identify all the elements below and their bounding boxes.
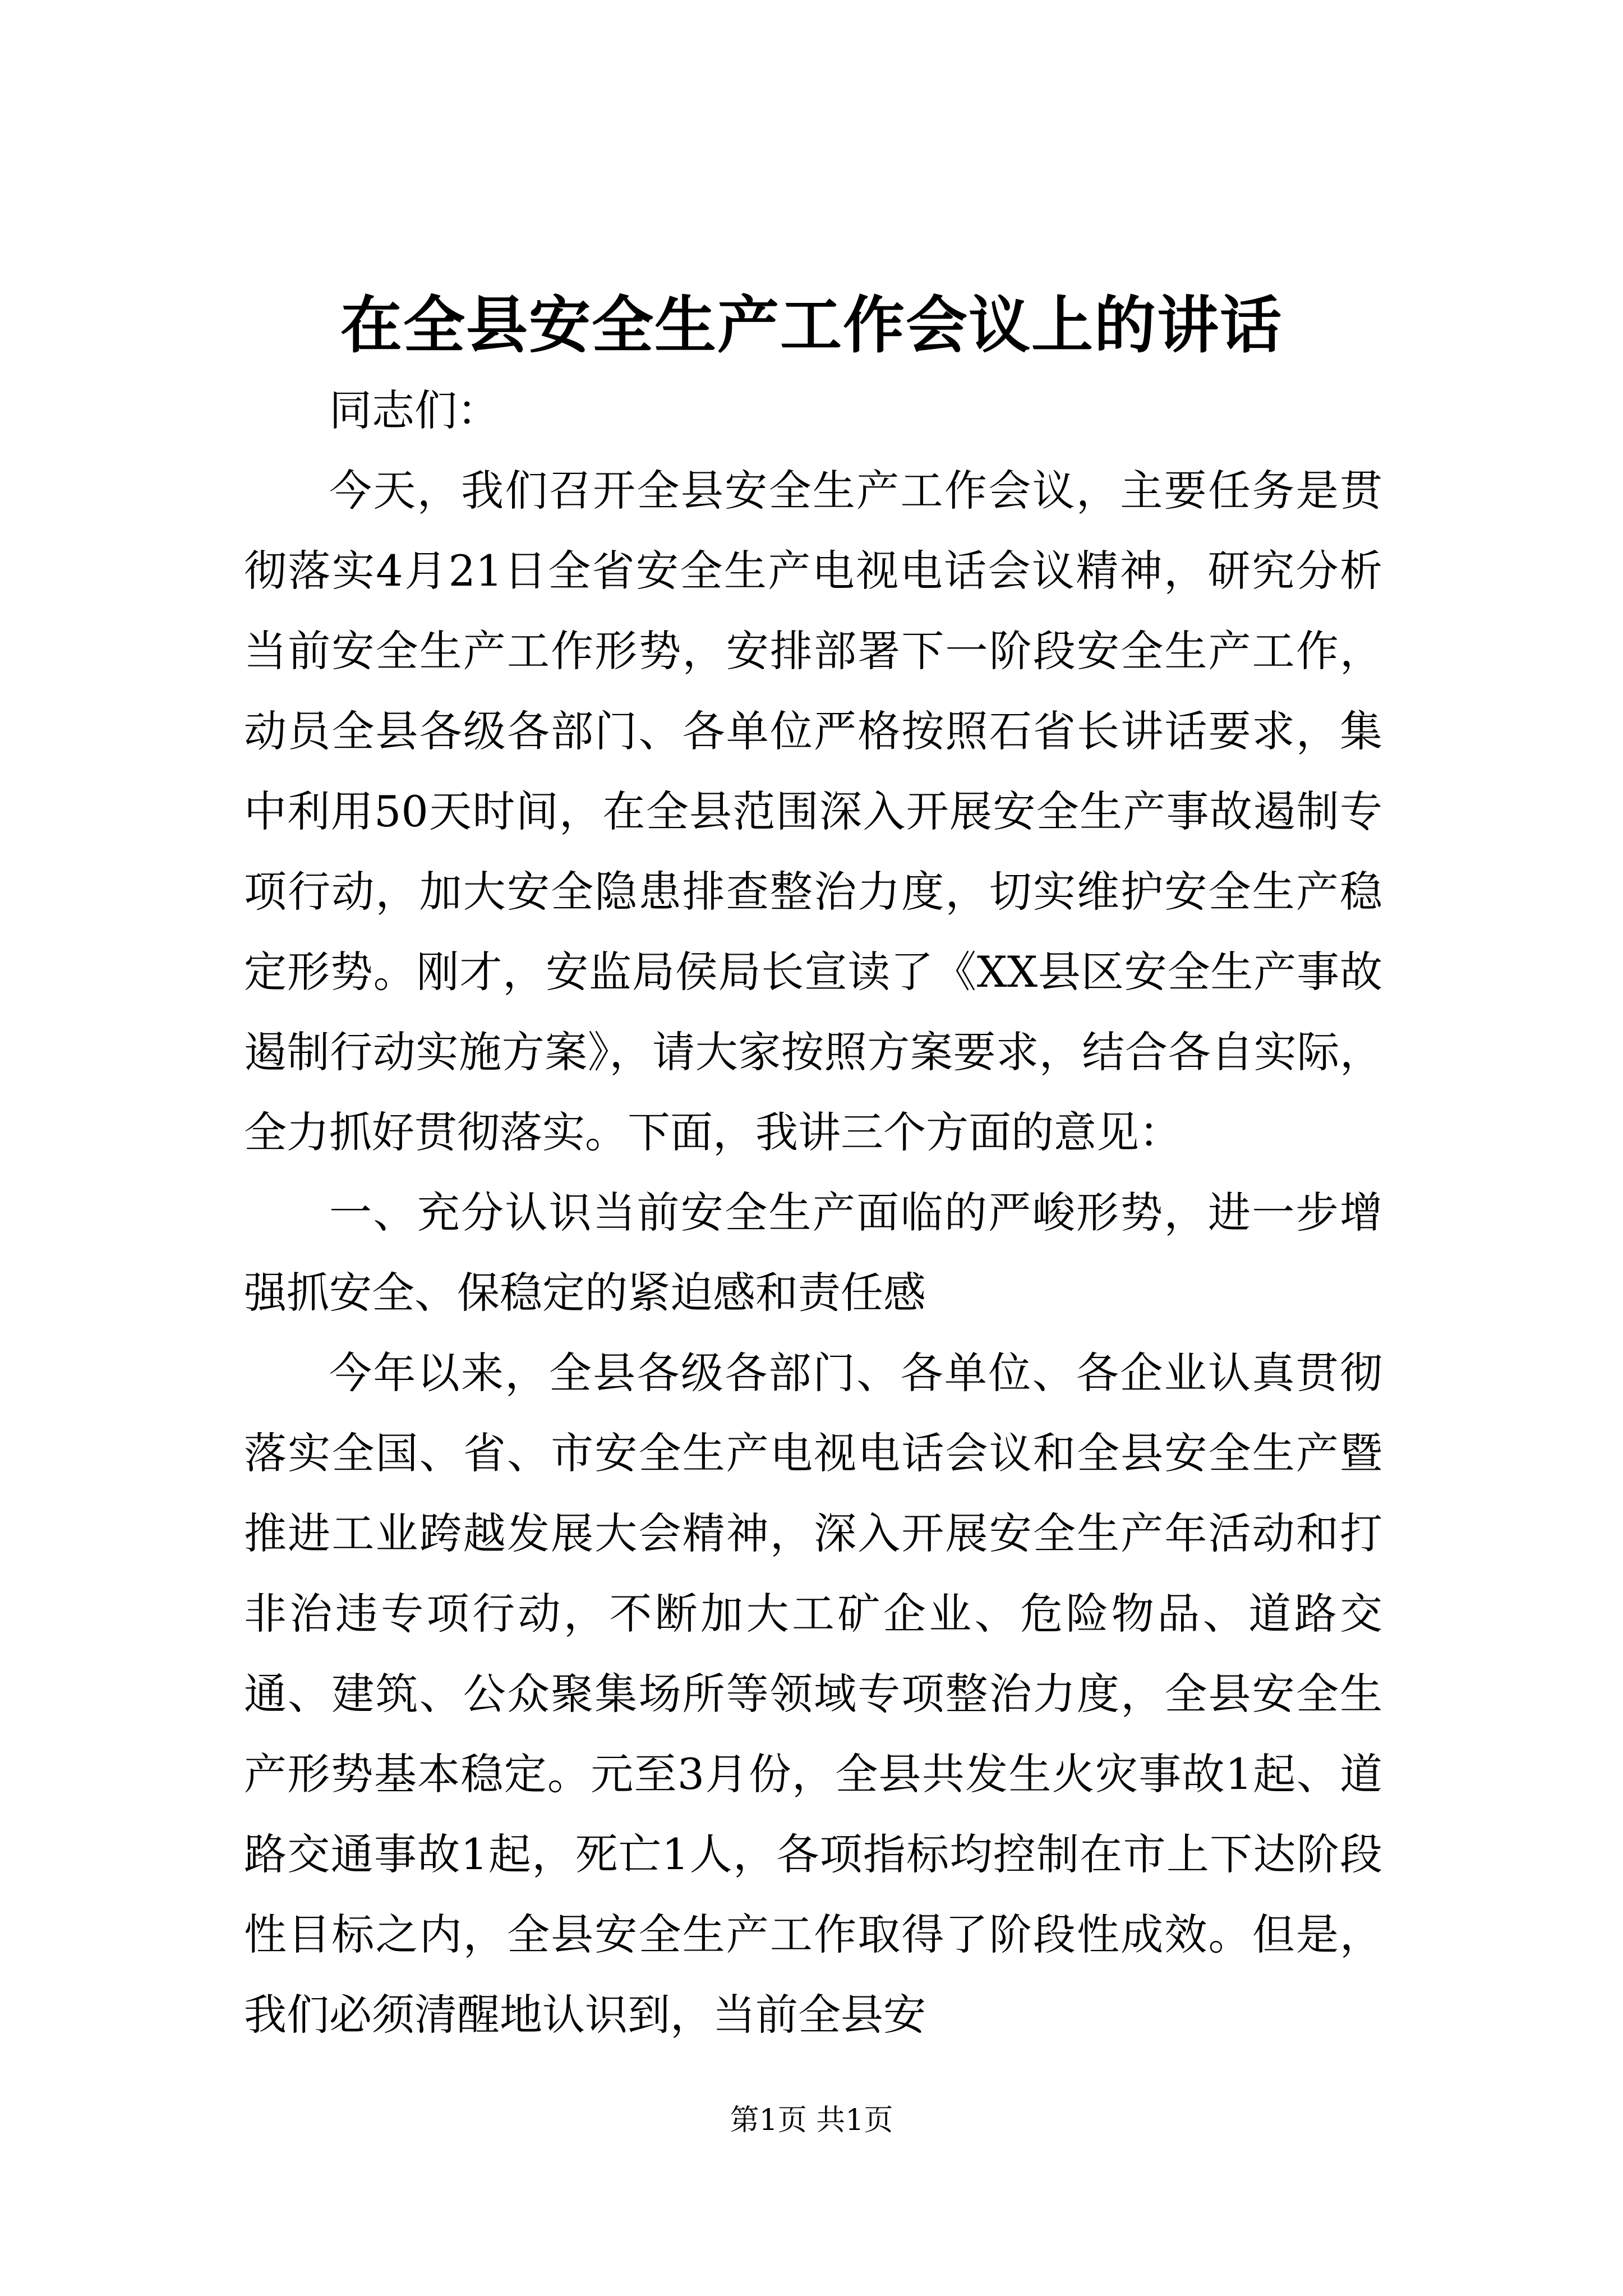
document-title: 在全县安全生产工作会议上的讲话: [340, 289, 1283, 361]
intro-paragraph: 今天，我们召开全县安全生产工作会议，主要任务是贯彻落实4月21日全省安全生产电视电话会议精神，研究分析当前安全生产工作形势，安排部署下一阶段安全生产工作，动员全县各级各部门、各单位严格按照石省长讲话要求，集中利用50天时间，在全县范围深入开展安全生产事故遏制专项行动，加大安全隐患排查整治力度，切实维护安全生产稳定形势。刚才，安监局侯局长宣读了《XX县区安全生产事故遏制行动实施方案》，请大家按照方案要求，结合各自实际，全力抓好贯彻落实。下面，我讲三个方面的意见：: [244, 466, 1382, 1157]
salutation-paragraph: 同志们：: [329, 385, 500, 435]
page-footer: 第1页 共1页: [730, 2104, 893, 2137]
body-paragraph: 今年以来，全县各级各部门、各单位、各企业认真贯彻落实全国、省、市安全生产电视电话会议和全县安全生产暨推进工业跨越发展大会精神，深入开展安全生产年活动和打非治违专项行动，不断加大工矿企业、危险物品、道路交通、建筑、公众聚集场所等领域专项整治力度，全县安全生产形势基本稳定。元至3月份，全县共发生火灾事故1起、道路交通事故1起，死亡1人，各项指标均控制在市上下达阶段性目标之内，全县安全生产工作取得了阶段性成效。但是，我们必须清醒地认识到，当前全县安: [244, 1348, 1382, 2040]
section-heading-paragraph: 一、充分认识当前安全生产面临的严峻形势，进一步增强抓安全、保稳定的紧迫感和责任感: [244, 1188, 1382, 1318]
document-body: [244, 370, 1382, 2055]
